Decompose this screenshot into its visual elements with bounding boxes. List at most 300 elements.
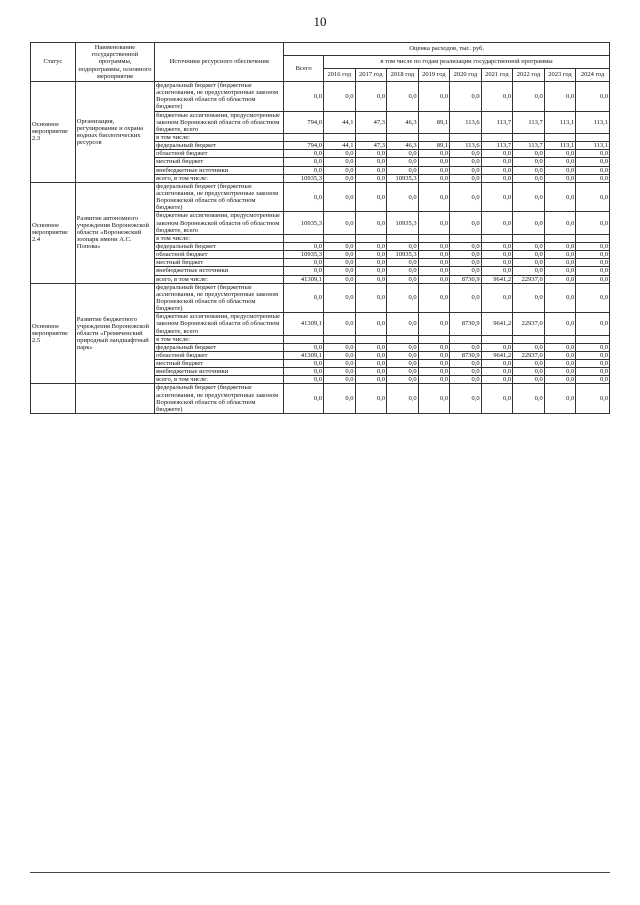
year-value-cell: 0,0 [355,182,387,212]
header-year: 2016 год [323,69,355,82]
year-value-cell [576,335,610,343]
year-value-cell: 0,0 [387,368,419,376]
total-cell: 10935,3 [284,174,324,182]
name-cell [75,384,154,414]
year-value-cell: 0,0 [418,343,450,351]
year-value-cell: 0,0 [544,283,576,313]
year-value-cell: 0,0 [355,267,387,275]
year-value-cell: 0,0 [418,212,450,234]
year-value-cell: 0,0 [513,82,545,112]
year-value-cell: 0,0 [387,376,419,384]
year-value-cell [355,234,387,242]
year-value-cell: 8730,9 [450,313,482,335]
year-value-cell: 0,0 [323,166,355,174]
year-value-cell: 0,0 [387,313,419,335]
year-value-cell: 0,0 [323,351,355,359]
year-value-cell: 0,0 [323,275,355,283]
year-value-cell: 0,0 [418,166,450,174]
year-value-cell: 113,1 [544,111,576,133]
year-value-cell: 0,0 [418,313,450,335]
year-value-cell: 0,0 [450,259,482,267]
year-value-cell: 0,0 [481,212,513,234]
year-value-cell: 0,0 [387,384,419,414]
year-value-cell: 0,0 [576,150,610,158]
source-cell: в том числе: [155,234,284,242]
year-value-cell: 0,0 [387,242,419,250]
source-cell: федеральный бюджет (бюджетные ассигнования, не предусмотренные законом Воронежской области об областном бюджете) [155,82,284,112]
year-value-cell: 0,0 [355,212,387,234]
year-value-cell: 0,0 [544,242,576,250]
year-value-cell: 0,0 [481,182,513,212]
year-value-cell: 0,0 [323,158,355,166]
year-value-cell: 0,0 [544,343,576,351]
source-cell: бюджетные ассигнования, предусмотренные законом Воронежской области об областном бюджете, всего [155,111,284,133]
year-value-cell: 0,0 [418,351,450,359]
year-value-cell: 0,0 [544,259,576,267]
year-value-cell [481,234,513,242]
year-value-cell: 0,0 [513,283,545,313]
year-value-cell: 0,0 [481,158,513,166]
source-cell: федеральный бюджет [155,242,284,250]
year-value-cell: 113,6 [450,111,482,133]
source-cell: федеральный бюджет [155,343,284,351]
year-value-cell: 0,0 [576,376,610,384]
year-value-cell: 0,0 [481,384,513,414]
total-cell: 0,0 [284,376,324,384]
header-year: 2022 год [513,69,545,82]
year-value-cell: 0,0 [323,212,355,234]
header-year: 2018 год [387,69,419,82]
year-value-cell: 0,0 [323,360,355,368]
year-value-cell: 0,0 [450,242,482,250]
source-cell: бюджетные ассигнования, предусмотренные законом Воронежской области об областном бюджете, всего [155,313,284,335]
year-value-cell: 0,0 [418,275,450,283]
footer-rule [30,872,610,873]
total-cell: 0,0 [284,267,324,275]
year-value-cell: 0,0 [513,343,545,351]
status-cell: Основное мероприятие 2.4 [31,182,76,283]
year-value-cell [355,133,387,141]
year-value-cell: 9641,2 [481,313,513,335]
year-value-cell: 0,0 [355,242,387,250]
header-year: 2023 год [544,69,576,82]
total-cell: 794,0 [284,142,324,150]
year-value-cell [387,335,419,343]
year-value-cell: 0,0 [513,166,545,174]
year-value-cell: 0,0 [481,267,513,275]
year-value-cell [450,234,482,242]
year-value-cell: 22937,0 [513,351,545,359]
year-value-cell [387,234,419,242]
year-value-cell: 0,0 [450,158,482,166]
total-cell: 0,0 [284,158,324,166]
year-value-cell: 0,0 [481,82,513,112]
year-value-cell: 0,0 [323,242,355,250]
year-value-cell [418,335,450,343]
year-value-cell: 113,1 [576,111,610,133]
year-value-cell: 8730,9 [450,275,482,283]
year-value-cell: 0,0 [513,182,545,212]
header-estimate: Оценка расходов, тыс. руб. [284,43,610,56]
total-cell: 0,0 [284,360,324,368]
year-value-cell: 0,0 [387,259,419,267]
year-value-cell [513,335,545,343]
year-value-cell: 46,3 [387,111,419,133]
source-cell: федеральный бюджет (бюджетные ассигнования, не предусмотренные законом Воронежской области об областном бюджете) [155,182,284,212]
year-value-cell [544,335,576,343]
year-value-cell: 0,0 [481,259,513,267]
year-value-cell: 0,0 [450,360,482,368]
year-value-cell: 0,0 [544,384,576,414]
year-value-cell: 0,0 [450,212,482,234]
year-value-cell: 0,0 [418,259,450,267]
page-number: 10 [313,14,327,29]
year-value-cell: 0,0 [355,313,387,335]
header-year: 2020 год [450,69,482,82]
year-value-cell: 0,0 [387,283,419,313]
year-value-cell: 0,0 [450,150,482,158]
year-value-cell: 0,0 [323,259,355,267]
source-cell: федеральный бюджет (бюджетные ассигнования, не предусмотренные законом Воронежской области об областном бюджете) [155,384,284,414]
year-value-cell: 0,0 [355,259,387,267]
year-value-cell: 0,0 [544,82,576,112]
table-row [31,384,610,414]
source-cell: внебюджетные источники [155,166,284,174]
year-value-cell: 0,0 [450,251,482,259]
year-value-cell: 0,0 [355,360,387,368]
year-value-cell: 0,0 [544,150,576,158]
year-value-cell: 0,0 [355,368,387,376]
year-value-cell: 0,0 [418,251,450,259]
year-value-cell: 0,0 [513,174,545,182]
year-value-cell: 0,0 [323,313,355,335]
year-value-cell: 0,0 [418,384,450,414]
year-value-cell: 9641,2 [481,351,513,359]
year-value-cell: 0,0 [513,259,545,267]
year-value-cell: 0,0 [544,368,576,376]
header-status: Статус [31,43,76,82]
year-value-cell: 0,0 [355,150,387,158]
year-value-cell: 0,0 [481,360,513,368]
source-cell: всего, в том числе: [155,376,284,384]
year-value-cell: 0,0 [450,182,482,212]
year-value-cell: 0,0 [355,174,387,182]
year-value-cell [387,133,419,141]
year-value-cell: 0,0 [323,82,355,112]
year-value-cell: 0,0 [355,283,387,313]
year-value-cell: 0,0 [323,368,355,376]
year-value-cell: 0,0 [544,166,576,174]
year-value-cell [544,133,576,141]
year-value-cell: 0,0 [387,82,419,112]
table-row [31,283,610,313]
header-year: 2017 год [355,69,387,82]
source-cell: всего, в том числе: [155,275,284,283]
source-cell: в том числе: [155,335,284,343]
year-value-cell: 0,0 [387,158,419,166]
year-value-cell: 0,0 [418,174,450,182]
status-cell: Основное мероприятие 2.3 [31,82,76,183]
year-value-cell: 10935,3 [387,212,419,234]
year-value-cell: 0,0 [355,376,387,384]
budget-table-container [30,42,610,852]
year-value-cell: 0,0 [576,166,610,174]
year-value-cell [323,234,355,242]
year-value-cell: 0,0 [513,384,545,414]
year-value-cell: 0,0 [323,150,355,158]
year-value-cell: 0,0 [355,343,387,351]
year-value-cell: 47,3 [355,142,387,150]
year-value-cell: 0,0 [387,150,419,158]
source-cell: в том числе: [155,133,284,141]
year-value-cell: 113,1 [576,142,610,150]
year-value-cell: 0,0 [418,368,450,376]
year-value-cell: 0,0 [544,376,576,384]
year-value-cell [323,133,355,141]
header-year: 2021 год [481,69,513,82]
year-value-cell: 0,0 [576,360,610,368]
year-value-cell: 113,7 [513,111,545,133]
source-cell: бюджетные ассигнования, предусмотренные законом Воронежской области об областном бюджете, всего [155,212,284,234]
source-cell: областной бюджет [155,150,284,158]
year-value-cell [418,133,450,141]
header-year: 2024 год [576,69,610,82]
year-value-cell: 113,7 [481,142,513,150]
year-value-cell: 0,0 [544,275,576,283]
year-value-cell: 0,0 [544,313,576,335]
year-value-cell: 0,0 [450,174,482,182]
year-value-cell: 0,0 [418,242,450,250]
source-cell: внебюджетные источники [155,267,284,275]
total-cell: 0,0 [284,283,324,313]
year-value-cell: 0,0 [355,351,387,359]
year-value-cell [450,335,482,343]
year-value-cell: 10935,3 [387,174,419,182]
year-value-cell: 0,0 [513,376,545,384]
year-value-cell: 0,0 [576,351,610,359]
year-value-cell: 0,0 [450,343,482,351]
year-value-cell: 0,0 [450,368,482,376]
year-value-cell: 0,0 [481,150,513,158]
year-value-cell: 0,0 [450,166,482,174]
year-value-cell: 0,0 [576,259,610,267]
table-body [31,82,610,414]
total-cell: 794,0 [284,111,324,133]
year-value-cell: 0,0 [418,150,450,158]
table-row [31,182,610,212]
year-value-cell: 0,0 [450,82,482,112]
year-value-cell [576,234,610,242]
year-value-cell: 0,0 [513,242,545,250]
total-cell [284,234,324,242]
year-value-cell [481,335,513,343]
year-value-cell: 0,0 [576,384,610,414]
total-cell: 0,0 [284,82,324,112]
total-cell: 41309,1 [284,313,324,335]
year-value-cell: 0,0 [481,368,513,376]
year-value-cell: 0,0 [576,275,610,283]
source-cell: областной бюджет [155,351,284,359]
year-value-cell: 0,0 [544,360,576,368]
year-value-cell: 0,0 [355,166,387,174]
table-row [31,82,610,112]
year-value-cell: 0,0 [387,275,419,283]
total-cell: 10935,3 [284,212,324,234]
year-value-cell: 0,0 [513,267,545,275]
year-value-cell: 113,7 [481,111,513,133]
total-cell: 0,0 [284,150,324,158]
year-value-cell [576,133,610,141]
year-value-cell: 0,0 [418,82,450,112]
year-value-cell: 8730,9 [450,351,482,359]
year-value-cell [450,133,482,141]
year-value-cell: 0,0 [418,283,450,313]
year-value-cell: 0,0 [450,267,482,275]
year-value-cell: 0,0 [323,174,355,182]
year-value-cell: 9641,2 [481,275,513,283]
year-value-cell: 0,0 [576,267,610,275]
total-cell: 10935,3 [284,251,324,259]
year-value-cell: 0,0 [576,212,610,234]
total-cell: 0,0 [284,343,324,351]
year-value-cell: 0,0 [544,351,576,359]
year-value-cell: 0,0 [481,251,513,259]
total-cell: 0,0 [284,182,324,212]
year-value-cell: 46,3 [387,142,419,150]
source-cell: местный бюджет [155,360,284,368]
year-value-cell: 89,1 [418,111,450,133]
year-value-cell: 0,0 [450,283,482,313]
year-value-cell: 0,0 [387,166,419,174]
year-value-cell [513,234,545,242]
year-value-cell: 0,0 [418,158,450,166]
total-cell: 0,0 [284,166,324,174]
year-value-cell: 0,0 [387,182,419,212]
year-value-cell: 22937,0 [513,313,545,335]
total-cell: 0,0 [284,368,324,376]
year-value-cell: 0,0 [481,376,513,384]
year-value-cell: 0,0 [576,82,610,112]
header-year: 2019 год [418,69,450,82]
year-value-cell: 0,0 [481,174,513,182]
year-value-cell: 0,0 [387,351,419,359]
year-value-cell: 0,0 [576,251,610,259]
source-cell: внебюджетные источники [155,368,284,376]
year-value-cell: 0,0 [418,360,450,368]
source-cell: местный бюджет [155,158,284,166]
year-value-cell: 0,0 [387,343,419,351]
total-cell: 0,0 [284,384,324,414]
year-value-cell: 0,0 [323,376,355,384]
source-cell: местный бюджет [155,259,284,267]
header-total: Всего [284,56,324,82]
year-value-cell: 10935,3 [387,251,419,259]
year-value-cell: 0,0 [576,242,610,250]
year-value-cell: 0,0 [544,267,576,275]
year-value-cell: 113,7 [513,142,545,150]
year-value-cell: 113,6 [450,142,482,150]
total-cell: 41309,1 [284,275,324,283]
year-value-cell: 0,0 [576,313,610,335]
year-value-cell [544,234,576,242]
source-cell: областной бюджет [155,251,284,259]
name-cell: Развитие бюджетного учреждения Воронежской области «Гремяченский природный ландшафтный парк» [75,283,154,384]
year-value-cell: 0,0 [513,251,545,259]
year-value-cell: 0,0 [355,275,387,283]
total-cell [284,133,324,141]
year-value-cell [513,133,545,141]
year-value-cell: 0,0 [513,368,545,376]
year-value-cell: 0,0 [576,368,610,376]
total-cell: 0,0 [284,242,324,250]
year-value-cell: 47,3 [355,111,387,133]
year-value-cell: 0,0 [355,251,387,259]
year-value-cell: 0,0 [323,384,355,414]
budget-table [30,42,610,414]
year-value-cell: 44,1 [323,142,355,150]
year-value-cell: 0,0 [387,360,419,368]
year-value-cell: 0,0 [513,360,545,368]
total-cell: 0,0 [284,259,324,267]
year-value-cell: 0,0 [513,158,545,166]
year-value-cell: 0,0 [323,267,355,275]
year-value-cell: 0,0 [576,283,610,313]
year-value-cell: 0,0 [576,174,610,182]
year-value-cell: 0,0 [576,158,610,166]
year-value-cell: 0,0 [450,384,482,414]
year-value-cell: 0,0 [387,267,419,275]
header-name: Наименование государственной программы, подпрограммы, основного мероприятия [75,43,154,82]
year-value-cell: 0,0 [323,283,355,313]
year-value-cell: 0,0 [576,343,610,351]
total-cell: 41309,1 [284,351,324,359]
year-value-cell: 89,1 [418,142,450,150]
year-value-cell: 0,0 [323,182,355,212]
year-value-cell: 0,0 [513,212,545,234]
year-value-cell: 0,0 [576,182,610,212]
year-value-cell: 0,0 [418,376,450,384]
source-cell: федеральный бюджет [155,142,284,150]
year-value-cell: 22937,0 [513,275,545,283]
year-value-cell [481,133,513,141]
year-value-cell: 0,0 [418,267,450,275]
year-value-cell: 0,0 [418,182,450,212]
year-value-cell: 0,0 [481,166,513,174]
year-value-cell: 0,0 [544,182,576,212]
year-value-cell: 0,0 [450,376,482,384]
source-cell: федеральный бюджет (бюджетные ассигнования, не предусмотренные законом Воронежской области об областном бюджете) [155,283,284,313]
year-value-cell: 0,0 [355,82,387,112]
year-value-cell: 0,0 [323,343,355,351]
year-value-cell: 44,1 [323,111,355,133]
year-value-cell: 0,0 [481,283,513,313]
year-value-cell: 0,0 [544,212,576,234]
year-value-cell: 0,0 [355,384,387,414]
name-cell: Развитие автономного учреждения Воронежской области «Воронежский зоопарк имени А.С. Попова» [75,182,154,283]
header-source: Источники ресурсного обеспечения [155,43,284,82]
year-value-cell: 0,0 [355,158,387,166]
status-cell: Основное мероприятие 2.5 [31,283,76,384]
year-value-cell [355,335,387,343]
header-by-years: в том числе по годам реализации государственной программы [323,56,609,69]
year-value-cell: 0,0 [481,242,513,250]
year-value-cell: 0,0 [544,174,576,182]
status-cell [31,384,76,414]
year-value-cell: 0,0 [544,158,576,166]
year-value-cell: 0,0 [544,251,576,259]
year-value-cell: 113,1 [544,142,576,150]
year-value-cell [418,234,450,242]
